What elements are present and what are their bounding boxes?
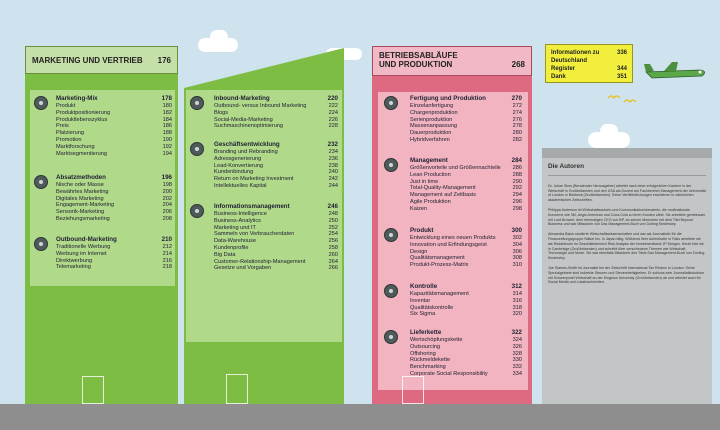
toc-entry[interactable]: Telemarketing 218 bbox=[56, 264, 172, 271]
door bbox=[82, 376, 104, 404]
section-title: Marketing-Mix bbox=[56, 95, 98, 102]
toc-entry[interactable]: Agile Produktion 296 bbox=[410, 198, 522, 205]
section-page: 322 bbox=[511, 329, 522, 336]
section-page: 284 bbox=[511, 157, 522, 164]
toc-entry[interactable]: Branding und Rebranding 234 bbox=[214, 149, 338, 155]
toc-entry[interactable]: Dank 351 bbox=[551, 74, 627, 80]
toc-entry[interactable]: Sensorik-Marketing 206 bbox=[56, 209, 172, 216]
section-title: Inbound-Marketing bbox=[214, 95, 270, 102]
section-page: 196 bbox=[161, 174, 172, 181]
toc-entry[interactable]: Intellektuelles Kapital 244 bbox=[214, 182, 338, 189]
toc-entry[interactable]: Produkt 180 bbox=[56, 103, 172, 109]
author-bio: Philippa Anderson ist Wirtschaftsautorin und Kommunikationsberaterin, die multinationale Konzerne wie 3M, Anglo American und Coca-Cola zu ihren Kunden zählt. Sie arbeitete gemeinsam mit Lord Browne, dem ehemaligen CEO von BP, an seinen Memoiren mit dem Titel Beyond Business und war Mitautorin von Das Management-Buch von Dorling Kindersley. bbox=[548, 207, 706, 227]
lightbulb-icon bbox=[384, 228, 398, 242]
toc-entry[interactable]: Return on Marketing Investment 242 bbox=[214, 176, 338, 183]
toc-entry[interactable]: Größenvorteile und Größennachteile 286 bbox=[410, 165, 522, 171]
authors-panel bbox=[542, 158, 712, 404]
checklist-icon bbox=[384, 284, 398, 298]
toc-section-management[interactable] bbox=[410, 157, 522, 213]
toc-entry[interactable]: Six Sigma 320 bbox=[410, 311, 522, 318]
toc-entry[interactable]: Big Data 260 bbox=[214, 251, 338, 258]
toc-entry[interactable]: Benchmarking 332 bbox=[410, 364, 522, 371]
toc-entry[interactable]: Innovation und Erfindungsgeist 304 bbox=[410, 241, 522, 248]
toc-section-absatzmethoden[interactable] bbox=[56, 174, 172, 223]
toc-section-marketing-mix[interactable] bbox=[56, 95, 172, 157]
toc-entry[interactable]: Dauerproduktion 280 bbox=[410, 130, 522, 137]
toc-section-inbound[interactable] bbox=[214, 95, 338, 130]
inbound-icon bbox=[190, 96, 204, 110]
ground bbox=[0, 404, 720, 430]
section-page: 178 bbox=[161, 95, 172, 102]
cloud bbox=[210, 30, 228, 44]
toc-section-produkt[interactable] bbox=[410, 227, 522, 269]
section-page: 270 bbox=[511, 95, 522, 102]
megaphone-icon bbox=[34, 237, 48, 251]
section-title: Management bbox=[410, 157, 448, 164]
toc-entry[interactable]: Einzelanfertigung 272 bbox=[410, 103, 522, 109]
chapter-page: 268 bbox=[511, 60, 525, 69]
toc-entry[interactable]: Kundenprofile 258 bbox=[214, 244, 338, 251]
network-icon bbox=[190, 204, 204, 218]
growth-icon bbox=[190, 142, 204, 156]
section-title: Fertigung und Produktion bbox=[410, 95, 486, 102]
toc-entry[interactable]: Qualitätskontrolle 318 bbox=[410, 304, 522, 311]
toc-entry[interactable]: Qualitätsmanagement 308 bbox=[410, 255, 522, 262]
toc-entry[interactable]: Produkt-Prozess-Matrix 310 bbox=[410, 262, 522, 269]
author-bio: Joe Staines-Smith ist Journalist bei der Zeitschrift International Tax Review in London. Seine Spezialgebiete sind indirekte Steuern und Steuerstreitigkeiten. Er schloss sein Journalistikstudium mit Schwerpunkt Wirtschaft an der Kingston University (Großbritannien) ab und arbeitet auch für Social Media und Lokalnachrichten. bbox=[548, 265, 704, 285]
section-title: Informationsmanagement bbox=[214, 203, 290, 210]
section-page: 246 bbox=[327, 203, 338, 210]
chapter-title: UND PRODUKTION bbox=[379, 60, 453, 69]
toc-entry[interactable]: Data-Warehouse 256 bbox=[214, 238, 338, 245]
toc-entry[interactable]: Hybridverfahren 282 bbox=[410, 136, 522, 143]
toc-entry[interactable]: Gesetze und Vorgaben 266 bbox=[214, 265, 338, 272]
toc-entry[interactable]: Engagement-Marketing 204 bbox=[56, 202, 172, 209]
section-page: 220 bbox=[327, 95, 338, 102]
toc-section-outbound[interactable] bbox=[56, 236, 172, 271]
author-bio: Alexandra Black studierte Wirtschaftswissenschaften und war als Journalistin für die Finanzzeitungsgruppe Nikkei Inc. in Japan tätig. Während ihrer Aufenthalte in Tokio arbeitete sie als Redakteurin im Geschäftsbereich Risk Analysis der Investmentbank JP Morgan. Heute lebt sie in Cambridge (Großbritannien) und schreibt über verschiedene Themen wie Wirtschaft, Technologie und Mode. Sie war ebenfalls Mitautorin des Titels Das Management-Buch von Dorling Kindersley. bbox=[548, 232, 705, 261]
chapter-title: MARKETING UND VERTRIEB bbox=[32, 55, 143, 65]
section-page: 312 bbox=[511, 283, 522, 290]
section-page: 210 bbox=[161, 236, 172, 243]
cloud bbox=[600, 124, 618, 138]
author-bio: Dr. Julian Sims (Beratender Herausgeber) arbeitet nach einer erfolgreichen Karriere in der Wirtschaft in Großbritannien und den USA als Dozent am Fachbereich Management der Universität of London in Birkbeck (Großbritannien). Seine Veröffentlichungen erschienen in zahlreichen akademischen Zeitschriften. bbox=[548, 183, 706, 203]
section-title: Lieferkette bbox=[410, 329, 442, 336]
target-icon bbox=[34, 96, 48, 110]
toc-entry[interactable]: Serienproduktion 276 bbox=[410, 116, 522, 123]
toc-entry[interactable]: Adressgenerierung 236 bbox=[214, 155, 338, 162]
toc-entry[interactable]: Offshoring 328 bbox=[410, 350, 522, 357]
toc-entry[interactable]: Informationen zu Deutschland 336 bbox=[551, 50, 627, 64]
toc-entry[interactable]: Kundenbindung 240 bbox=[214, 169, 338, 176]
toc-entry[interactable]: Werbung im Internet 214 bbox=[56, 250, 172, 257]
section-page: 232 bbox=[327, 141, 338, 148]
section-title: Kontrolle bbox=[410, 283, 438, 290]
chapter-title-marketing[interactable] bbox=[25, 46, 178, 74]
toc-section-informationsmanagement[interactable] bbox=[214, 203, 338, 272]
toc-section-fertigung[interactable] bbox=[410, 95, 522, 144]
toc-entry[interactable]: Outbound- versus Inbound Marketing 222 bbox=[214, 103, 338, 109]
toc-entry[interactable]: Blogs 224 bbox=[214, 109, 338, 116]
toc-entry[interactable]: Sammeln von Verbraucherdaten 254 bbox=[214, 231, 338, 238]
toc-entry[interactable]: Total-Quality-Management 292 bbox=[410, 185, 522, 192]
door bbox=[226, 374, 248, 404]
toc-entry[interactable]: Produktlebenszyklus 184 bbox=[56, 116, 172, 123]
toc-entry[interactable]: Business-Analytics 250 bbox=[214, 217, 338, 224]
toc-entry[interactable]: Outsourcing 326 bbox=[410, 343, 522, 350]
building-authors-roof bbox=[542, 148, 712, 158]
toc-entry[interactable]: Direktwerbung 216 bbox=[56, 257, 172, 264]
toc-entry[interactable]: Platzierung 188 bbox=[56, 130, 172, 137]
toc-entry[interactable]: Corporate Social Responsibility 334 bbox=[410, 370, 522, 377]
toc-entry[interactable]: Register 344 bbox=[551, 66, 627, 72]
gears-icon bbox=[384, 96, 398, 110]
chapter-title-operations[interactable] bbox=[372, 46, 532, 76]
toc-entry[interactable]: Design 306 bbox=[410, 248, 522, 255]
appendix-box bbox=[545, 44, 633, 83]
toc-section-kontrolle[interactable] bbox=[410, 283, 522, 318]
section-title: Absatzmethoden bbox=[56, 174, 106, 181]
section-title: Produkt bbox=[410, 227, 434, 234]
toc-entry[interactable]: Chargenproduktion 274 bbox=[410, 109, 522, 116]
toc-entry[interactable]: Social-Media-Marketing 226 bbox=[214, 116, 338, 123]
section-title: Geschäftsentwicklung bbox=[214, 141, 280, 148]
toc-entry[interactable]: Suchmaschinenoptimierung 228 bbox=[214, 123, 338, 130]
section-title: Outbound-Marketing bbox=[56, 236, 117, 243]
toc-entry[interactable]: Business-Intelligence 248 bbox=[214, 211, 338, 217]
toc-entry[interactable]: Promotion 190 bbox=[56, 136, 172, 143]
door bbox=[402, 376, 424, 404]
toc-entry[interactable]: Rückmeldekette 330 bbox=[410, 357, 522, 364]
toc-entry[interactable]: Just in time 290 bbox=[410, 178, 522, 185]
toc-entry[interactable]: Bewährtes Marketing 200 bbox=[56, 188, 172, 195]
truck-icon bbox=[384, 330, 398, 344]
toc-entry[interactable]: Beziehungsmarketing 208 bbox=[56, 215, 172, 222]
section-page: 300 bbox=[511, 227, 522, 234]
toc-entry[interactable]: Management auf Zeitbasis 294 bbox=[410, 192, 522, 199]
toc-entry[interactable]: Marktforschung 192 bbox=[56, 143, 172, 150]
toc-entry[interactable]: Preis 186 bbox=[56, 123, 172, 130]
toc-entry[interactable]: Marketing und IT 252 bbox=[214, 224, 338, 231]
birds-icon bbox=[606, 92, 642, 106]
toc-entry[interactable]: Inventar 316 bbox=[410, 297, 522, 304]
toc-entry[interactable]: Digitales Marketing 202 bbox=[56, 195, 172, 202]
airplane-icon bbox=[642, 60, 710, 82]
toc-entry[interactable]: Produktpositionierung 182 bbox=[56, 109, 172, 116]
toc-entry[interactable]: Wertschöpfungskette 324 bbox=[410, 337, 522, 343]
toc-entry[interactable]: Marktsegmentierung 194 bbox=[56, 150, 172, 157]
toc-entry[interactable]: Massenanpassung 278 bbox=[410, 123, 522, 130]
manager-icon bbox=[384, 158, 398, 172]
toc-entry[interactable]: Traditionelle Werbung 212 bbox=[56, 244, 172, 250]
toc-entry[interactable]: Lead-Konvertierung 238 bbox=[214, 162, 338, 169]
toc-entry[interactable]: Customer-Relationship-Management 264 bbox=[214, 258, 338, 265]
chapter-page: 176 bbox=[157, 55, 171, 65]
toc-entry[interactable]: Kaizen 298 bbox=[410, 205, 522, 212]
toc-entry[interactable]: Nische oder Masse 198 bbox=[56, 182, 172, 188]
authors-title: Die Autoren bbox=[548, 162, 706, 176]
chapter-title: BETRIEBSABLÄUFE bbox=[379, 51, 458, 60]
sales-icon bbox=[34, 175, 48, 189]
toc-entry[interactable]: Kapazitätsmanagement 314 bbox=[410, 291, 522, 297]
toc-section-geschaeftsentwicklung[interactable] bbox=[214, 141, 338, 190]
toc-section-lieferkette[interactable] bbox=[410, 329, 522, 378]
toc-entry[interactable]: Entwicklung eines neuen Produkts 302 bbox=[410, 235, 522, 241]
toc-entry[interactable]: Lean Production 288 bbox=[410, 171, 522, 178]
